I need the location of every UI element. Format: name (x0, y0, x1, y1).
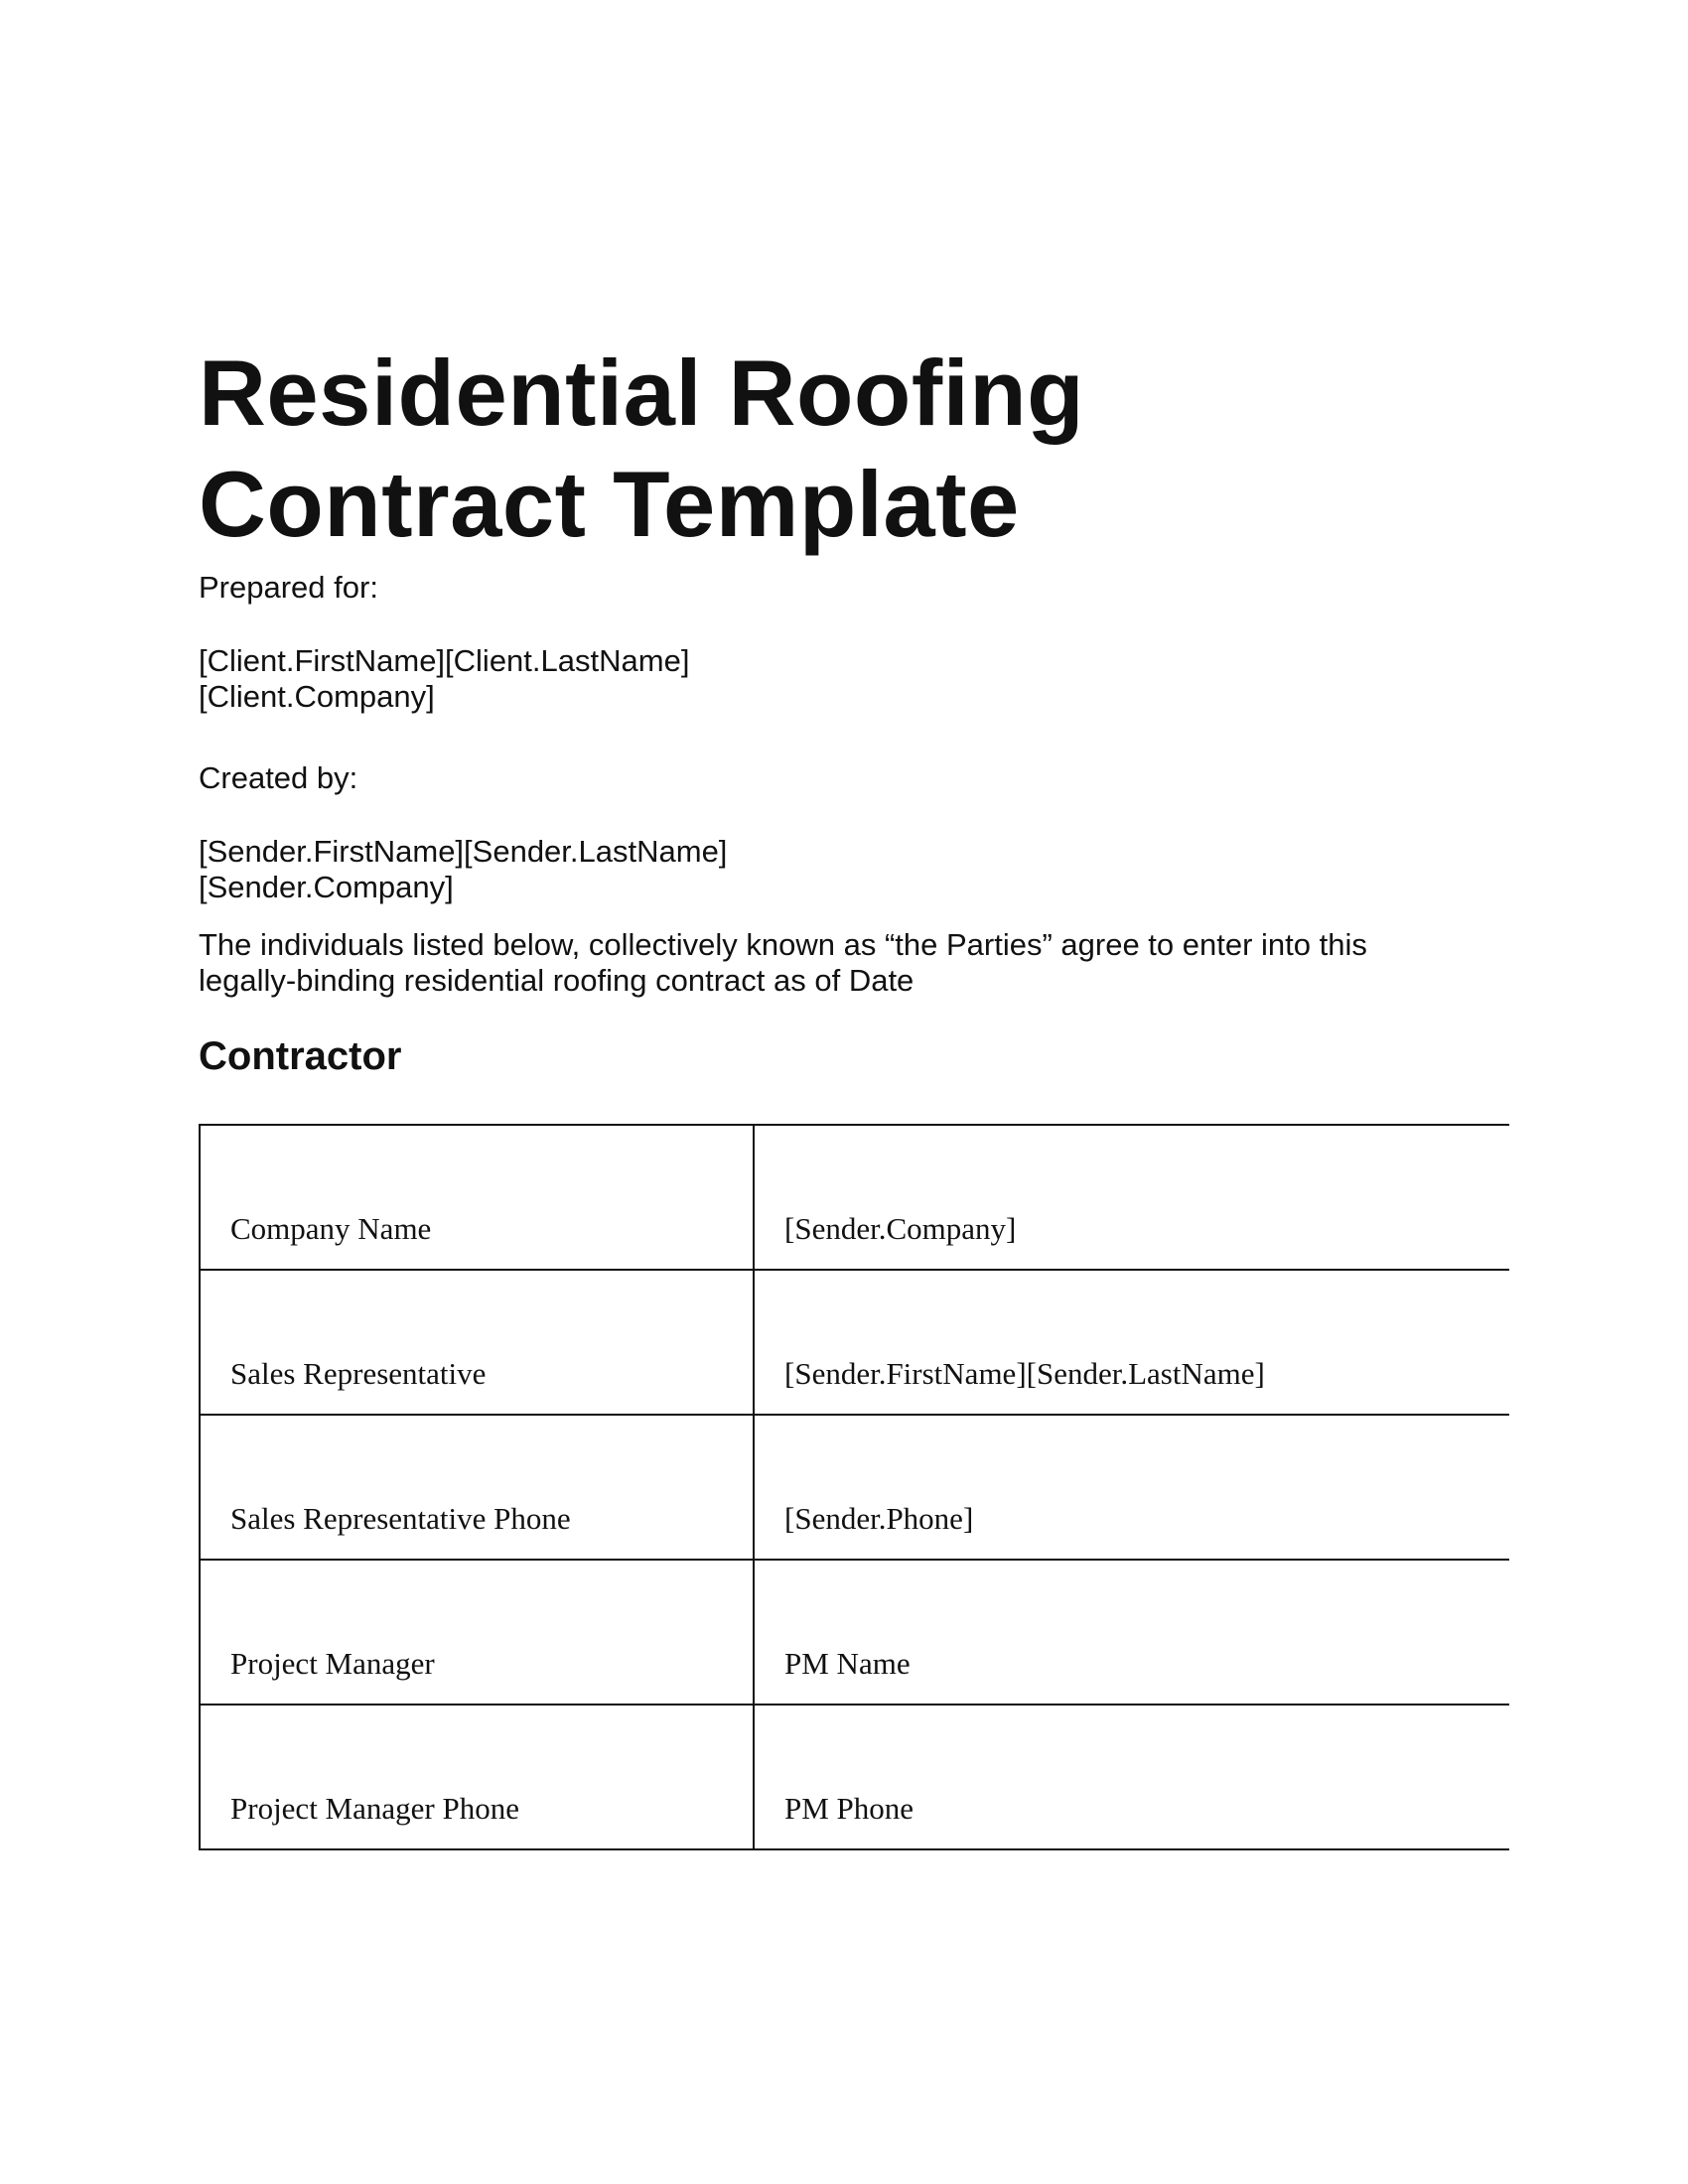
sender-company: [Sender.Company] (199, 870, 454, 904)
created-by-label: Created by: (199, 760, 358, 795)
contractor-table-container (199, 1124, 1509, 1862)
table-row (200, 1270, 1509, 1415)
title-line-2: Contract Template (199, 452, 1020, 556)
client-company: [Client.Company] (199, 679, 435, 714)
table-row (200, 1560, 1509, 1705)
row-label: Sales Representative Phone (200, 1415, 754, 1560)
title-line-1: Residential Roofing (199, 341, 1085, 445)
intro-paragraph (199, 927, 1430, 999)
row-label: Company Name (200, 1125, 754, 1270)
row-value: [Sender.FirstName][Sender.LastName] (754, 1270, 1509, 1415)
intro-line-1: The individuals listed below, collectively known as “the Parties” agree to enter into this (199, 927, 1367, 962)
prepared-for-label: Prepared for: (199, 570, 378, 605)
row-label: Project Manager (200, 1560, 754, 1705)
table-row (200, 1415, 1509, 1560)
row-label: Project Manager Phone (200, 1705, 754, 1849)
contractor-table (199, 1124, 1509, 1850)
row-value: PM Name (754, 1560, 1509, 1705)
document-title (199, 338, 1509, 560)
sender-name: [Sender.FirstName][Sender.LastName] (199, 834, 728, 869)
intro-line-2: legally-binding residential roofing contract as of Date (199, 963, 914, 998)
document-page (199, 338, 1509, 1080)
table-row (200, 1125, 1509, 1270)
contractor-heading: Contractor (199, 1034, 402, 1078)
row-value: PM Phone (754, 1705, 1509, 1849)
table-row (200, 1705, 1509, 1849)
row-value: [Sender.Company] (754, 1125, 1509, 1270)
row-label: Sales Representative (200, 1270, 754, 1415)
created-by-section (199, 760, 1509, 905)
prepared-for-section (199, 570, 1509, 715)
row-value: [Sender.Phone] (754, 1415, 1509, 1560)
client-name: [Client.FirstName][Client.LastName] (199, 643, 690, 678)
